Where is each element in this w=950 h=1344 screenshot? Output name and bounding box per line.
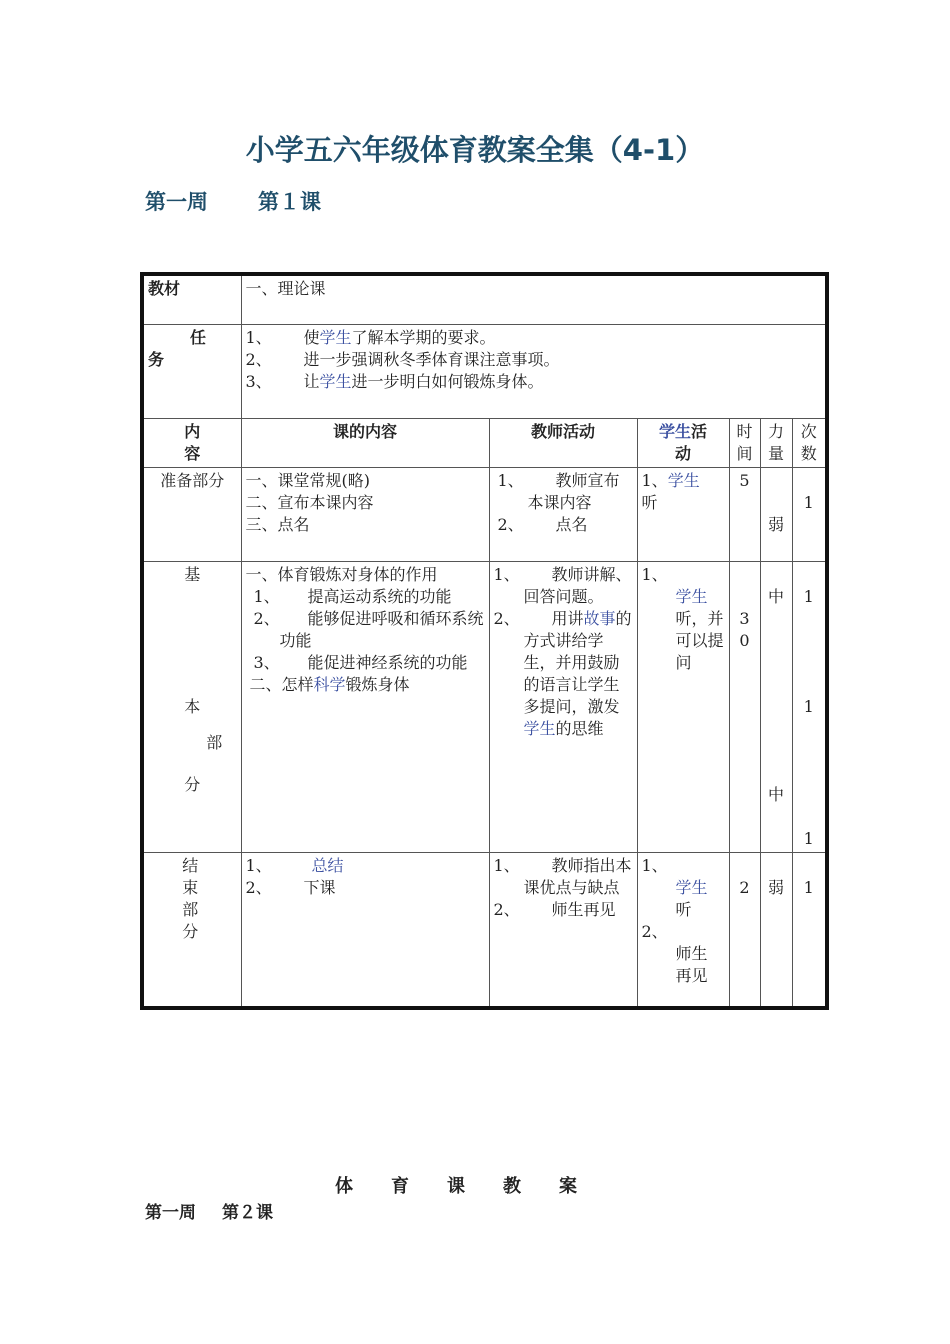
material-value: 一、理论课 <box>241 274 827 324</box>
prep-label: 准备部分 <box>142 467 241 561</box>
end-content: 1、 总结 2、 下课 <box>241 852 489 1008</box>
header-content: 内 容 <box>142 418 241 467</box>
prep-force: 弱 <box>760 467 792 561</box>
end-time: 2 <box>729 852 760 1008</box>
next-week-label: 第一周 <box>145 1203 196 1223</box>
task-label: 任 务 <box>142 324 241 418</box>
material-label: 教材 <box>142 274 241 324</box>
lesson-plan-table <box>140 272 829 1010</box>
header-force: 力 量 <box>760 418 792 467</box>
header-teacher: 教师活动 <box>489 418 637 467</box>
prep-teacher: 1、 教师宣布本课内容 2、 点名 <box>489 467 637 561</box>
end-label: 结束部分 <box>142 852 241 1008</box>
prep-time: 5 <box>729 467 760 561</box>
header-row <box>142 418 827 467</box>
header-count: 次 数 <box>792 418 827 467</box>
basic-time: 3 0 <box>729 561 760 852</box>
task-item-2: 2、 进一步强调秋冬季体育课注意事项。 <box>245 349 560 369</box>
task-row <box>142 324 827 418</box>
task-item-3: 3、 让学生进一步明白如何锻炼身体。 <box>245 371 544 391</box>
task-item-1: 1、 使学生了解本学期的要求。 <box>245 327 496 347</box>
basic-force: 中 中 <box>760 561 792 852</box>
header-student: 学生活 动 <box>637 418 729 467</box>
end-student: 1、 学生 听 2、 师生再见 <box>637 852 729 1008</box>
next-page-title: 体育课教案 <box>335 1176 615 1197</box>
basic-count: 1 1 1 <box>792 561 827 852</box>
end-row <box>142 852 827 1008</box>
week-label: 第一周 <box>145 190 208 214</box>
basic-content: 一、体育锻炼对身体的作用 1、 提高运动系统的功能 2、 能够促进呼吸和循环系统功能 3、 能促进神经系统的功能 二、怎样科学锻炼身体 <box>241 561 489 852</box>
next-lesson-label: 第２课 <box>222 1203 273 1223</box>
basic-student: 1、 学生听，并可以提问 <box>637 561 729 852</box>
task-items <box>241 324 827 418</box>
prep-count: 1 <box>792 467 827 561</box>
header-time: 时 间 <box>729 418 760 467</box>
basic-row <box>142 561 827 852</box>
basic-teacher: 1、 教师讲解、回答问题。 2、 用讲故事的方式讲给学生，并用鼓励的语言让学生多提问，激发学生的思维 <box>489 561 637 852</box>
prep-student: 1、学生 听 <box>637 467 729 561</box>
lesson-label: 第１课 <box>258 190 321 214</box>
end-teacher: 1、 教师指出本课优点与缺点 2、 师生再见 <box>489 852 637 1008</box>
basic-label: 基 本 部 分 <box>142 561 241 852</box>
document-title: 小学五六年级体育教案全集（4-1） <box>245 133 705 167</box>
prep-content: 一、课堂常规(略) 二、宣布本课内容 三、点名 <box>241 467 489 561</box>
next-lesson-heading <box>145 1198 299 1223</box>
material-row <box>142 274 827 324</box>
end-force: 弱 <box>760 852 792 1008</box>
prep-row <box>142 467 827 561</box>
header-lesson-content: 课的内容 <box>241 418 489 467</box>
lesson-heading <box>145 186 371 216</box>
end-count: 1 <box>792 852 827 1008</box>
